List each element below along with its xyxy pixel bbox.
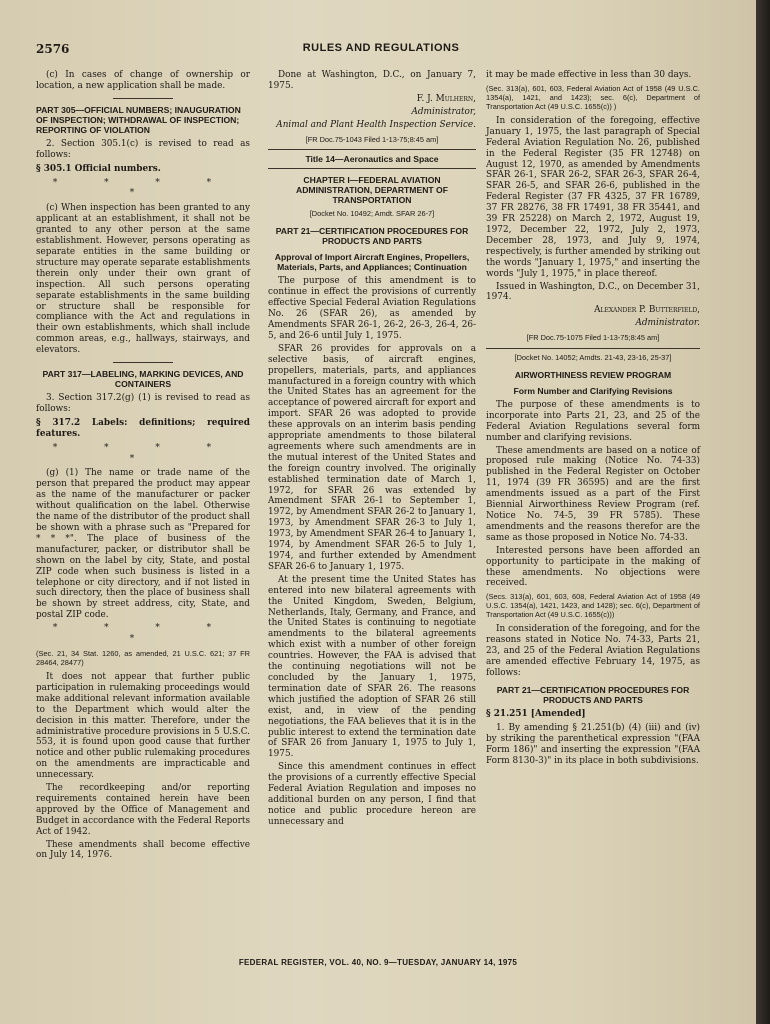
section-317-2-heading: § 317.2 Labels: definitions; required features. (36, 417, 250, 439)
paragraph: (g) (1) The name or trade name of the person that prepared the product may appear as the name of the manufacturer or packer without qualification on the label. Otherwise the name of the distributor of the product shall be shown with a phrase such as "Prepared for * * *". The place of business of the manufacturer, packer, or distributor shall be shown on the label by city, State, and postal ZIP code when such business is listed in a telephone or city directory, and if not listed in such directory, then the place of business shall be shown by street address, city, State, and postal ZIP code. (36, 468, 250, 621)
paragraph: (c) When inspection has been granted to any applicant at an establishment, it shall not be granted to any other person at the same establishment. However, persons operating as separate entities in the same building or structure may operate separate establishments therein only under their own grant of inspection. All such persons operating separate establishments in the same building or structure shall be responsible for compliance with the Act and regulations in their own establishments, which shall include common areas, e.g., hallways, stairways, and elevators. (36, 203, 250, 356)
paragraph: SFAR 26 provides for approvals on a selective basis, of aircraft engines, propellers, materials, parts, and appliances manufactured in a foreign country with which the United States has an agreement for the acceptance of powered aircraft for export and import. SFAR 26 was adopted to provide these approvals on an interim basis pending appropriate amendments to those bilateral agreements where such amendments are in the mutual interest of the United States and the foreign country involved. The originally established termination date of March 1, 1972, for SFAR 26 was extended by Amendment SFAR 26-1 to September 1, 1972, by Amendment SFAR 26-2 to January 1, 1973, by Amendment SFAR 26-3 to July 1, 1973, by Amendment SFAR 26-4 to January 1, 1974, by Amendment SFAR 26-5 to July 1, 1974, and further extended by Amendment SFAR 26-6 to January 1, 1975. (268, 343, 476, 572)
paragraph: (c) In cases of change of ownership or location, a new application shall be made. (36, 70, 250, 91)
page-footer: FEDERAL REGISTER, VOL. 40, NO. 9—TUESDAY, JANUARY 14, 1975 (238, 958, 518, 967)
ellipsis-stars: * * * * * (52, 442, 234, 464)
section-305-1-heading: § 305.1 Official numbers. (36, 163, 161, 174)
paragraph: 1. By amending § 21.251(b) (4) (iii) and (iv) by striking the parenthetical expression "(FAA Form 186)" and inserting the expression "(FAA Form 8130-3)" in its place in both subdivisions. (486, 722, 700, 766)
paragraph: The purpose of this amendment is to continue in effect the provisions of currently effective Special Federal Aviation Regulations No. 26 (SFAR 26), as amended by Amendments SFAR 26-1, 26-2, 26-3, 26-4, 26-5, and 26-6 until July 1, 1975. (268, 276, 476, 341)
page-number: 2576 (36, 42, 70, 56)
paragraph: it may be made effective in less than 30 days. (486, 70, 692, 80)
signature-name: F. J. Mulhern, (416, 93, 476, 104)
citation: (Secs. 313(a), 601, 603, 608, Federal Aviation Act of 1958 (49 U.S.C. 1354(a), 1421, 1423, and 1428); sec. 6(c), Department of Transportation Act (49 U.S.C. 1655(c))) (486, 592, 700, 620)
paragraph: Done at Washington, D.C., on January 7, 1975. (268, 70, 476, 91)
part-21-heading: PART 21—CERTIFICATION PROCEDURES FOR PRODUCTS AND PARTS (275, 226, 469, 247)
approval-subheading: Approval of Import Aircraft Engines, Propellers, Materials, Parts, and Appliances; Continuation (274, 252, 470, 273)
section-21-251-heading: § 21.251 [Amended] (486, 708, 586, 719)
chapter-heading: CHAPTER I—FEDERAL AVIATION ADMINISTRATION, DEPARTMENT OF TRANSPORTATION (296, 175, 448, 206)
docket-line: [Docket No. 14052; Amdts. 21-43, 23-16, 25-37] (514, 353, 672, 363)
divider (486, 348, 700, 349)
ellipsis-stars: * * * * * (52, 623, 234, 645)
column-1 (36, 70, 250, 863)
paragraph: At the present time the United States has entered into new bilateral agreements with the United Kingdom, Sweden, Belgium, Netherlands, Italy, Germany, and France, and the United States is continuing to negotiate amendments to the bilateral agreements which exist with a number of other foreign countries. However, the FAA is advised that the continuing negotiations will not be concluded by the January 1, 1975, termination date of SFAR 26. The reasons which justified the adoption of SFAR 26 still exist, and, in view of the pending negotiations, the FAA believes that it is in the public interest to extend the termination date of SFAR 26 from January 1, 1975 to July 1, 1975. (268, 574, 476, 760)
paragraph: 2. Section 305.1(c) is revised to read as follows: (36, 138, 250, 160)
paragraph: Since this amendment continues in effect the provisions of a currently effective Special Federal Aviation Regulation and imposes no additional burden on any person, I find that notice and public procedure hereon are unnecessary and (268, 762, 476, 827)
signature-title: Administrator. (635, 318, 700, 329)
paragraph: In consideration of the foregoing, and for the reasons stated in Notice No. 74-33, Parts 21, 23, and 25 of the Federal Aviation Regulations are amended effective February 14, 1975, as follows: (486, 624, 700, 678)
paragraph: The purpose of these amendments is to incorporate into Parts 21, 23, and 25 of the Federal Aviation Regulations several form number and clarifying revisions. (486, 399, 700, 443)
divider (113, 98, 173, 99)
citation: (Sec. 21, 34 Stat. 1260, as amended, 21 U.S.C. 621; 37 FR 28464, 28477) (36, 648, 250, 667)
paragraph: Issued in Washington, D.C., on December 31, 1974. (486, 281, 700, 303)
paragraph: Interested persons have been afforded an opportunity to participate in the making of these amendments. No objections were received. (486, 545, 700, 589)
paragraph: The recordkeeping and/or reporting requirements contained herein have been approved by the Office of Management and Budget in accordance with the Federal Reports Act of 1942. (36, 783, 250, 837)
column-2 (268, 70, 476, 830)
column-3 (486, 70, 700, 768)
signature-title: Administrator, (411, 106, 476, 117)
paragraph: In consideration of the foregoing, effective January 1, 1975, the last paragraph of Special Federal Aviation Regulation No. 26, published in the Federal Register (35 FR 12748) on August 12, 1970, as amended by Amendments SFAR 26-1, SFAR 26-2, SFAR 26-3, SFAR 26-4, SFAR 26-5, and SFAR 26-6, published in the Federal Register (37 FR 4325, 37 FR 16789, 37 FR 28276, 38 FR 17491, 38 FR 35441, and 39 FR 25228) on March 2, 1972, August 19, 1972, December 22, 1972, July 2, 1973, December 28, 1973, and July 9, 1974, respectively, is further amended by striking out the words "January 1, 1975," and inserting the words "July 1, 1975," in place thereof. (486, 115, 700, 279)
part-317-heading: PART 317—LABELING, MARKING DEVICES, AND CONTAINERS (42, 369, 244, 390)
running-title: RULES AND REGULATIONS (302, 42, 460, 54)
signature-agency: Animal and Plant Health Inspection Service. (276, 119, 476, 130)
docket-line: [Docket No. 10492; Amdt. SFAR 26-7] (309, 209, 435, 219)
fr-doc-line: [FR Doc.75-1075 Filed 1-13-75;8:45 am] (526, 333, 660, 343)
paragraph: 3. Section 317.2(g) (1) is revised to read as follows: (36, 393, 250, 414)
divider (113, 362, 173, 363)
signature-name: Alexander P. Butterfield, (594, 305, 700, 316)
ellipsis-stars: * * * * * (52, 177, 234, 199)
fr-doc-line: [FR Doc.75-1043 Filed 1-13-75;8:45 am] (305, 134, 439, 144)
form-number-subheading: Form Number and Clarifying Revisions (513, 385, 673, 396)
paragraph: These amendments shall become effective on July 14, 1976. (36, 839, 250, 861)
paragraph: These amendments are based on a notice of proposed rule making (Notice No. 74-33) published in the Federal Register on October 11, 1974 (39 FR 36595) and are the first amendments issued as a part of the First Biennial Airworthiness Review Program (ref. Notice No. 74-5, 39 FR 5785). These amendments and the reasons therefor are the same as those proposed in Notice No. 74-33. (486, 445, 700, 543)
page-header (36, 42, 726, 58)
title-rule (268, 149, 476, 169)
part-21-heading: PART 21—CERTIFICATION PROCEDURES FOR PRODUCTS AND PARTS (496, 684, 690, 705)
part-305-heading: PART 305—OFFICIAL NUMBERS; INAUGURATION OF INSPECTION; WITHDRAWAL OF INSPECTION; REPORTING OF VIOLATION (36, 104, 241, 135)
title-14-heading: Title 14—Aeronautics and Space (305, 154, 439, 165)
page-edge-shadow (756, 0, 770, 1024)
citation: (Sec. 313(a), 601, 603, Federal Aviation Act of 1958 (49 U.S.C. 1354(a), 1421, and 1423); sec. 6(c), Department of Transportation Act (49 U.S.C. 1655(c)) ) (486, 83, 700, 111)
airworthiness-heading: AIRWORTHINESS REVIEW PROGRAM (514, 369, 672, 380)
paragraph: It does not appear that further public participation in rulemaking proceedings would make additional relevant information available to the Department which would alter the decision in this matter. Therefore, under the administrative procedure provisions in 5 U.S.C. 553, it is found upon good cause that further notice and other public rulemaking procedures on the amendments are impracticable and unnecessary. (36, 671, 250, 781)
